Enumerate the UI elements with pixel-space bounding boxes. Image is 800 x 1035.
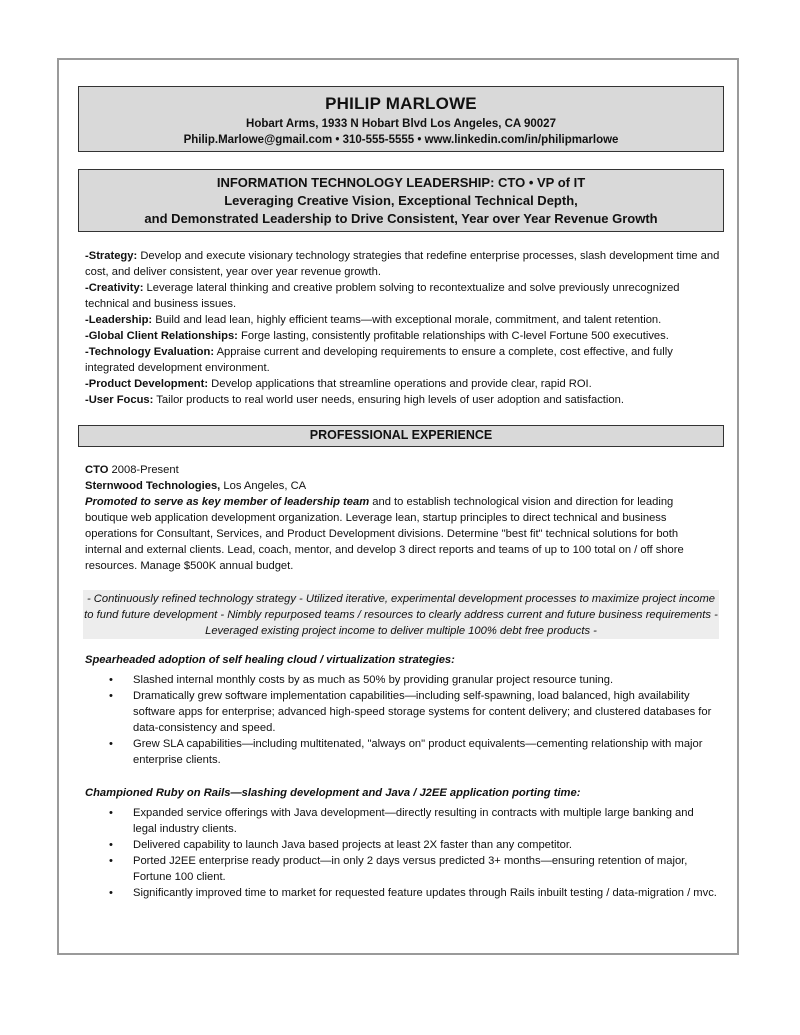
summary-item: -Leadership: Build and lead lean, highly efficient teams—with exceptional morale, commitment, and talent retention. [85, 314, 662, 326]
contact-line: Philip.Marlowe@gmail.com • 310-555-5555 • www.linkedin.com/in/philipmarlowe [183, 134, 619, 146]
list-item: • Ported J2EE enterprise ready product—in only 2 days versus predicted 3+ months—ensuring retention of major, Fortune 100 client. [109, 853, 719, 885]
role-title: CTO [85, 464, 109, 476]
resume-page [57, 58, 739, 955]
achievement-list [109, 672, 719, 768]
company-line [85, 478, 717, 494]
role-description: Promoted to serve as key member of leadership team and to establish technological vision and direction for leading boutique web application development organization. Leverage lean, startup principles to direct technical and business operations for Consultant, Services, and Product Development divisions. Determine "best fit" technical solutions for both internal and external clients. Lead, coach, mentor, and develop 3 direct reports and teams of up to 100 total on / off shore resources. Manage $500K annual budget. [85, 496, 684, 572]
list-item: • Grew SLA capabilities—including multitenated, "always on" product equivalents—cementing relationship with major enterprise clients. [109, 736, 719, 768]
highlight-box: - Continuously refined technology strategy - Utilized iterative, experimental development processes to maximize project income to fund future development - Nimbly repurposed teams / resources to clearly address current and future business requirements - Leveraged existing project income to deliver multiple 100% debt free products - [83, 590, 719, 639]
experience-section-header [78, 425, 724, 447]
list-item: • Dramatically grew software implementation capabilities—including self-spawning, load balanced, high availability software apps for enterprise; advanced high-speed storage systems for content delivery; and clustered databases for data-consistency and speed. [109, 688, 719, 736]
achievement-group-title: Championed Ruby on Rails—slashing development and Java / J2EE application porting time: [85, 787, 581, 799]
summary-item: -Global Client Relationships: Forge lasting, consistently profitable relationships with C-level Fortune 500 executives. [85, 330, 669, 342]
list-item: • Delivered capability to launch Java based projects at least 2X faster than any competitor. [109, 837, 719, 853]
summary-item: -Product Development: Develop applications that streamline operations and provide clear, rapid ROI. [85, 378, 592, 390]
summary-item: -Creativity: Leverage lateral thinking and creative problem solving to recontextualize and solve previously unrecognized technical and business issues. [85, 282, 680, 310]
role-line [85, 462, 717, 478]
achievement-list [109, 805, 719, 901]
header-box [78, 86, 724, 152]
candidate-name: PHILIP MARLOWE [325, 94, 477, 113]
company-name: Sternwood Technologies, [85, 480, 221, 492]
address-line: Hobart Arms, 1933 N Hobart Blvd Los Angeles, CA 90027 [246, 118, 556, 130]
list-item: • Expanded service offerings with Java development—directly resulting in contracts with multiple large banking and legal industry clients. [109, 805, 719, 837]
section-title: PROFESSIONAL EXPERIENCE [309, 428, 493, 442]
experience-entry [85, 462, 717, 574]
summary-item: -User Focus: Tailor products to real world user needs, ensuring high levels of user adoption and satisfaction. [85, 394, 624, 406]
summary-item: -Technology Evaluation: Appraise current and developing requirements to ensure a complete, cost effective, and fully integrated development environment. [85, 346, 673, 374]
role-dates: 2008-Present [108, 464, 179, 476]
summary-section [85, 248, 725, 408]
headline-box [78, 169, 724, 232]
company-location: Los Angeles, CA [220, 480, 307, 492]
headline-subtitle-2: and Demonstrated Leadership to Drive Consistent, Year over Year Revenue Growth [144, 211, 658, 226]
headline-title: INFORMATION TECHNOLOGY LEADERSHIP: CTO • VP of IT [216, 175, 586, 190]
summary-item: -Strategy: Develop and execute visionary technology strategies that redefine enterprise processes, slash development time and cost, and deliver consistent, year over year revenue growth. [85, 250, 720, 278]
achievement-group-title: Spearheaded adoption of self healing cloud / virtualization strategies: [85, 654, 455, 666]
headline-subtitle-1: Leveraging Creative Vision, Exceptional Technical Depth, [224, 193, 578, 208]
list-item: • Slashed internal monthly costs by as much as 50% by providing granular project resource tuning. [109, 672, 719, 688]
list-item: • Significantly improved time to market for requested feature updates through Rails inbuilt testing / data-migration / mvc. [109, 885, 719, 901]
